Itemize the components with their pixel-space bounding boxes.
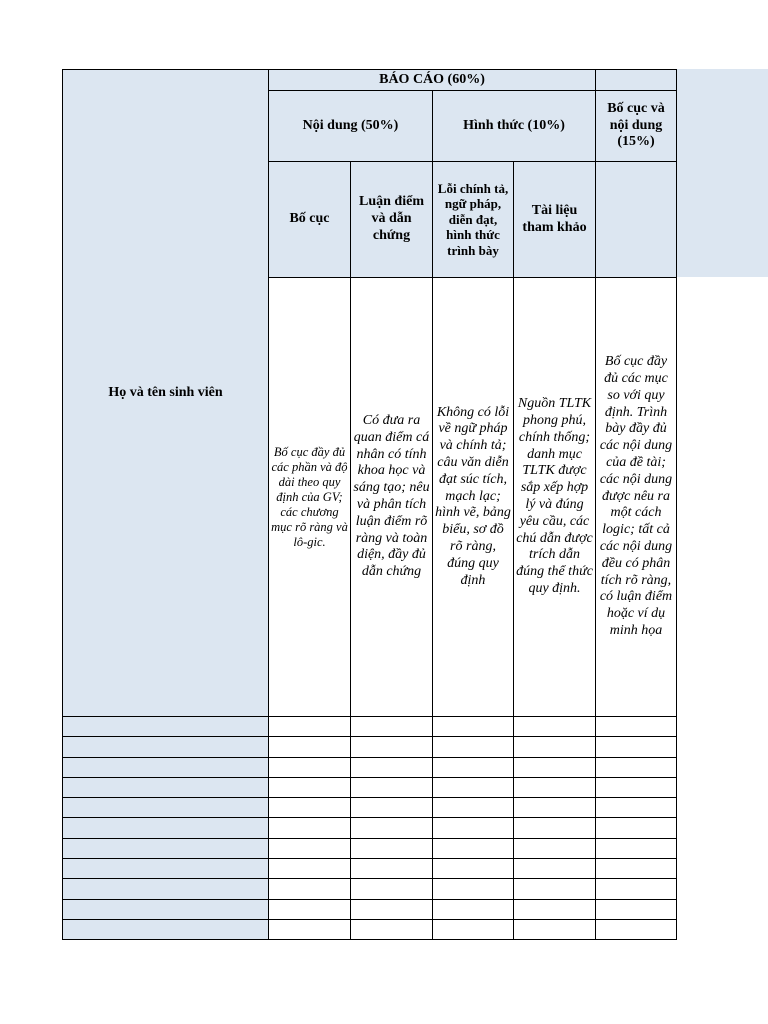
student-name-cell xyxy=(63,899,269,919)
score-cell xyxy=(351,879,433,899)
student-name-header: Họ và tên sinh viên xyxy=(63,70,269,717)
report-header: BÁO CÁO (60%) xyxy=(269,70,596,91)
student-name-cell xyxy=(63,859,269,879)
student-row xyxy=(63,798,677,818)
score-cell xyxy=(269,838,351,858)
references-criteria: Nguồn TLTK phong phú, chính thống; danh mục TLTK được sắp xếp hợp lý và đúng yêu cầu, các chú dẫn được trích dẫn đúng thể thức quy định. xyxy=(514,278,596,717)
score-cell xyxy=(269,899,351,919)
score-cell xyxy=(351,737,433,757)
student-row xyxy=(63,919,677,939)
score-cell xyxy=(351,777,433,797)
score-cell xyxy=(351,798,433,818)
score-cell xyxy=(596,737,677,757)
student-row xyxy=(63,838,677,858)
score-cell xyxy=(269,717,351,737)
score-cell xyxy=(351,899,433,919)
structure-content-header: Bố cục và nội dung (15%) xyxy=(596,91,677,162)
score-cell xyxy=(433,919,514,939)
score-cell xyxy=(433,818,514,838)
student-name-cell xyxy=(63,717,269,737)
score-cell xyxy=(514,757,596,777)
student-row xyxy=(63,757,677,777)
score-cell xyxy=(351,859,433,879)
references-subheader: Tài liệu tham khảo xyxy=(514,162,596,278)
score-cell xyxy=(596,818,677,838)
score-cell xyxy=(596,899,677,919)
student-row xyxy=(63,859,677,879)
errors-criteria: Không có lỗi về ngữ pháp và chính tả; câu văn diễn đạt súc tích, mạch lạc; hình vẽ, bảng biểu, sơ đồ rõ ràng, đúng quy định xyxy=(433,278,514,717)
score-cell xyxy=(433,879,514,899)
layout-subheader: Bố cục xyxy=(269,162,351,278)
score-cell xyxy=(514,798,596,818)
score-cell xyxy=(269,757,351,777)
score-cell xyxy=(269,859,351,879)
score-cell xyxy=(596,798,677,818)
argument-criteria: Có đưa ra quan điểm cá nhân có tính khoa học và sáng tạo; nêu và phân tích luận điểm rõ ràng và toàn diện, đầy đủ dẫn chứng xyxy=(351,278,433,717)
student-row xyxy=(63,777,677,797)
score-cell xyxy=(351,838,433,858)
student-name-cell xyxy=(63,838,269,858)
score-cell xyxy=(351,818,433,838)
score-cell xyxy=(433,717,514,737)
score-cell xyxy=(514,919,596,939)
student-name-cell xyxy=(63,777,269,797)
score-cell xyxy=(596,859,677,879)
score-cell xyxy=(433,757,514,777)
student-row xyxy=(63,737,677,757)
score-cell xyxy=(351,757,433,777)
score-cell xyxy=(514,838,596,858)
score-cell xyxy=(514,737,596,757)
score-cell xyxy=(596,757,677,777)
score-cell xyxy=(514,879,596,899)
score-cell xyxy=(433,798,514,818)
student-name-cell xyxy=(63,879,269,899)
form-header: Hình thức (10%) xyxy=(433,91,596,162)
score-cell xyxy=(596,717,677,737)
student-name-cell xyxy=(63,919,269,939)
score-cell xyxy=(433,859,514,879)
student-row xyxy=(63,879,677,899)
score-cell xyxy=(596,919,677,939)
score-cell xyxy=(269,798,351,818)
errors-subheader: Lỗi chính tả, ngữ pháp, diễn đạt, hình thức trình bày xyxy=(433,162,514,278)
score-cell xyxy=(269,879,351,899)
score-cell xyxy=(269,818,351,838)
score-cell xyxy=(269,737,351,757)
score-cell xyxy=(433,899,514,919)
score-cell xyxy=(514,777,596,797)
score-cell xyxy=(514,818,596,838)
student-row xyxy=(63,717,677,737)
grading-rubric-table xyxy=(62,69,677,940)
score-cell xyxy=(433,838,514,858)
content-header: Nội dung (50%) xyxy=(269,91,433,162)
score-cell xyxy=(596,777,677,797)
header-fill xyxy=(675,69,768,277)
student-row xyxy=(63,899,677,919)
score-cell xyxy=(269,919,351,939)
score-cell xyxy=(433,737,514,757)
score-cell xyxy=(351,919,433,939)
score-cell xyxy=(596,879,677,899)
structure-content-criteria: Bố cục đầy đủ các mục so với quy định. Trình bày đầy đủ các nội dung của đề tài; các nội dung được nêu ra một cách logic; tất cả các nội dung đều có phân tích rõ ràng, có luận điểm hoặc ví dụ minh họa xyxy=(596,278,677,717)
structure-content-subheader xyxy=(596,162,677,278)
score-cell xyxy=(351,717,433,737)
report-header-extra xyxy=(596,70,677,91)
student-name-cell xyxy=(63,798,269,818)
score-cell xyxy=(596,838,677,858)
student-row xyxy=(63,818,677,838)
layout-criteria: Bố cục đầy đủ các phần và độ dài theo quy định của GV; các chương mục rõ ràng và lô-gic. xyxy=(269,278,351,717)
score-cell xyxy=(514,859,596,879)
score-cell xyxy=(433,777,514,797)
score-cell xyxy=(269,777,351,797)
score-cell xyxy=(514,899,596,919)
student-name-cell xyxy=(63,737,269,757)
score-cell xyxy=(514,717,596,737)
student-name-cell xyxy=(63,757,269,777)
argument-subheader: Luận điểm và dẫn chứng xyxy=(351,162,433,278)
student-name-cell xyxy=(63,818,269,838)
